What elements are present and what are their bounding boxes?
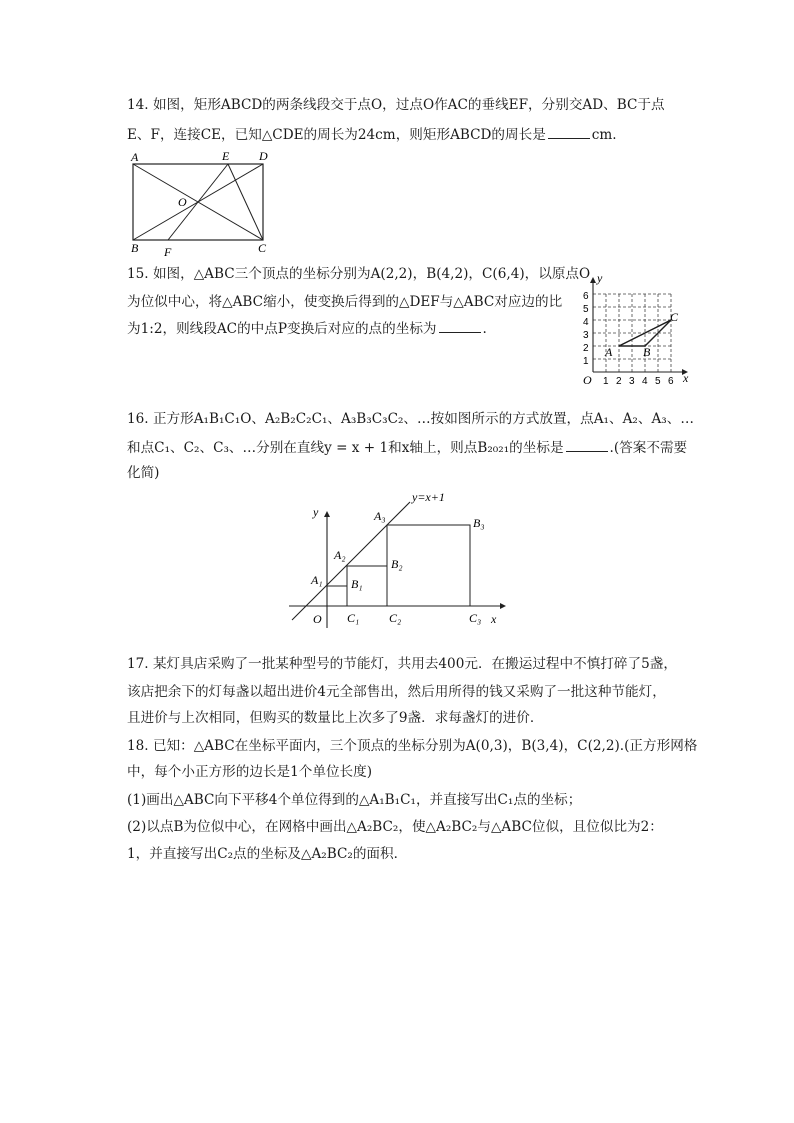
q15-x-tick-1: 1 (603, 376, 609, 387)
q14-rectangle-figure (125, 148, 285, 260)
label-c: C (258, 241, 267, 255)
q16-c1-label: C₁ (347, 611, 360, 625)
q16-x-arrow-icon (500, 603, 506, 609)
q15-origin-label: O (583, 373, 592, 387)
q16-y-arrow-icon (324, 511, 330, 517)
label-f: F (164, 245, 172, 259)
q15-line-2: 为位似中心，将△ABC缩小，使变换后得到的△DEF与△ABC对应边的比 (127, 294, 563, 310)
q17-line-2: 该店把余下的灯每盏以超出进价4元全部售出，然后用所得的钱又采购了一批这种节能灯， (127, 684, 666, 700)
q17-line-3: 且进价与上次相同，但购买的数量比上次多了9盏．求每盏灯的进价． (127, 710, 544, 726)
q15-point-b-label: B (643, 345, 651, 359)
q15-point-a-label: A (605, 345, 613, 359)
q15-y-tick-1: 1 (583, 356, 589, 367)
q16-a1-label: A₁ (311, 573, 323, 587)
label-b: B (131, 241, 139, 255)
segment-ce (228, 164, 263, 240)
label-e: E (222, 149, 230, 163)
q15-line-3 (127, 318, 487, 339)
q16-a2-label: A₂ (334, 548, 346, 562)
label-o: O (178, 195, 187, 209)
q15-y-tick-3: 3 (583, 330, 589, 341)
q16-c2-label: C₂ (389, 611, 402, 625)
q16-line-2 (127, 437, 687, 458)
q16-y-axis-label: y (313, 505, 319, 519)
q14-answer-blank[interactable] (548, 124, 590, 139)
q16-c3-label: C₃ (469, 611, 482, 625)
q16-b2-label: B₂ (391, 557, 403, 571)
q15-x-tick-3: 3 (629, 376, 635, 387)
q15-answer-blank[interactable] (439, 318, 481, 333)
q15-y-axis-label: y (597, 271, 603, 285)
q18-line-4: (2)以点B为位似中心，在网格中画出△A₂BC₂，使△A₂BC₂与△ABC位似，且位似比为2： (127, 819, 663, 835)
q16-line-2-end: .(答案不需要 (609, 440, 688, 456)
q14-line-2-text: E、F，连接CE，已知△CDE的周长为24cm，则矩形ABCD的周长是 (127, 127, 546, 143)
q15-y-tick-2: 2 (583, 343, 589, 354)
q15-x-tick-4: 4 (642, 376, 648, 387)
segment-ef (168, 164, 228, 240)
q18-line-3: (1)画出△ABC向下平移4个单位得到的△A₁B₁C₁，并直接写出C₁点的坐标； (127, 792, 582, 808)
q18-line-5: 1，并直接写出C₂点的坐标及△A₂BC₂的面积． (127, 846, 408, 862)
q15-x-tick-6: 6 (668, 376, 674, 387)
q15-y-tick-4: 4 (583, 317, 589, 328)
q16-origin-label: O (313, 612, 322, 626)
q18-line-1: 18. 已知：△ABC在坐标平面内，三个顶点的坐标分别为A(0,3)，B(3,4)，C(2,2).(正方形网格 (127, 738, 698, 754)
q15-x-axis-label: x (683, 371, 689, 385)
q15-y-tick-5: 5 (583, 304, 589, 315)
q16-line-label: y=x+1 (412, 490, 445, 504)
q15-line-3-end: . (482, 321, 487, 337)
q14-line-2 (127, 124, 617, 145)
q16-line-2-text: 和点C₁、C₂、C₃、…分别在直线y = x + 1和x轴上，则点B₂₀₂₁的坐标是 (127, 440, 564, 456)
q16-line-1: 16. 正方形A₁B₁C₁O、A₂B₂C₂C₁、A₃B₃C₃C₂、…按如图所示的方式放置，点A₁、A₂、A₃、… (127, 411, 694, 427)
q15-line-3-text: 为1:2，则线段AC的中点P变换后对应的点的坐标为 (127, 321, 437, 337)
q17-line-1: 17. 某灯具店采购了一批某种型号的节能灯，共用去400元．在搬运过程中不慎打碎了5盏， (127, 656, 677, 672)
q15-y-arrow-icon (590, 277, 596, 283)
q15-y-tick-6: 6 (583, 291, 589, 302)
q15-coordinate-grid (576, 270, 696, 388)
q16-squares-figure (285, 488, 520, 633)
q16-a3-label: A₃ (374, 509, 386, 523)
q15-grid-lines (593, 294, 671, 372)
q15-x-tick-5: 5 (655, 376, 661, 387)
q16-answer-blank[interactable] (566, 437, 608, 452)
label-d: D (259, 149, 268, 163)
q18-line-2: 中，每个小正方形的边长是1个单位长度) (127, 764, 373, 780)
q16-line-3: 化简) (127, 465, 160, 481)
q15-x-tick-2: 2 (616, 376, 622, 387)
q16-b1-label: B₁ (351, 577, 363, 591)
q14-line-1: 14. 如图，矩形ABCD的两条线段交于点O，过点O作AC的垂线EF，分别交AD、BC于点 (127, 97, 665, 113)
q16-square-1 (327, 586, 347, 606)
q15-line-1: 15. 如图，△ABC三个顶点的坐标分别为A(2,2)，B(4,2)，C(6,4)，以原点O (127, 266, 591, 282)
q14-line-2-unit: cm. (591, 127, 617, 143)
label-a: A (131, 150, 139, 164)
q15-point-c-label: C (670, 310, 679, 324)
q16-x-axis-label: x (491, 612, 497, 626)
q16-b3-label: B₃ (473, 516, 485, 530)
